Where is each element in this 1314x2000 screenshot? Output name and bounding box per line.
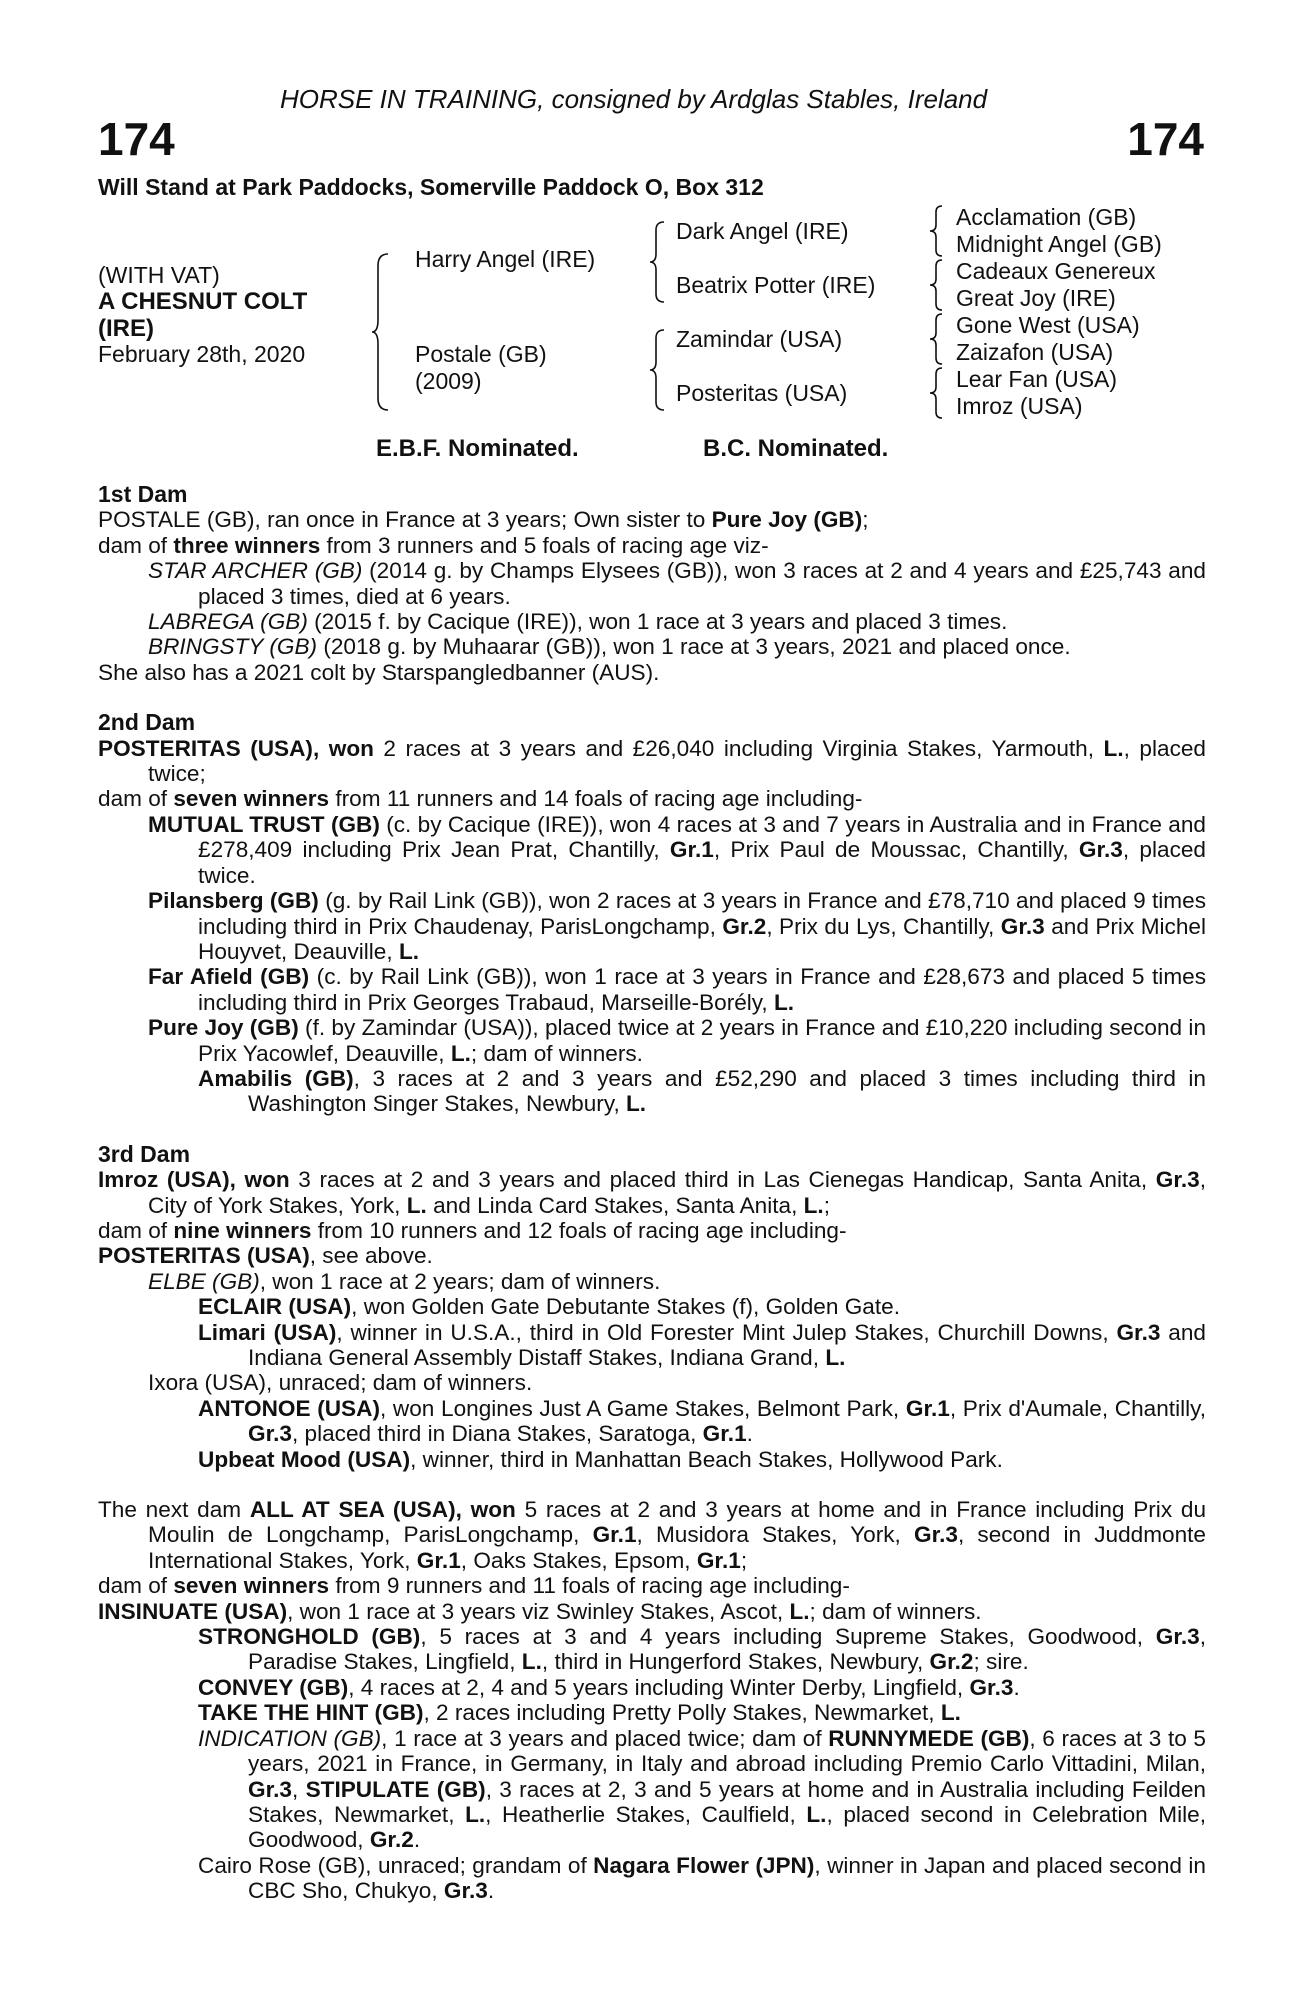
- foal-bringsty: BRINGSTY (GB) (2018 g. by Muhaarar (GB)), won 1 race at 3 years, 2021 and placed once.: [148, 634, 1071, 660]
- sire: Harry Angel (IRE): [415, 246, 596, 272]
- ggp-1: Acclamation (GB): [956, 204, 1137, 230]
- brace-ggp-3: [928, 312, 946, 366]
- entry-upbeat-mood: Upbeat Mood (USA), winner, third in Manhattan Beach Stakes, Hollywood Park.: [198, 1446, 1003, 1472]
- dam-dam: Posteritas (USA): [676, 380, 848, 406]
- entry-mutual-trust: MUTUAL TRUST (GB) (c. by Cacique (IRE)), won 4 races at 3 and 7 years in Australia and in France and £278,409 including Prix Jean Prat, Chantilly, Gr.1, Prix Paul de Moussac, Chantilly, Gr.3, placed twice.: [148, 811, 1206, 888]
- first-dam-intro: POSTALE (GB), ran once in France at 3 years; Own sister to Pure Joy (GB);: [98, 507, 869, 533]
- entry-antonoe: ANTONOE (USA), won Longines Just A Game Stakes, Belmont Park, Gr.1, Prix d'Aumale, Chantilly, Gr.3, placed third in Diana Stakes, Saratoga, Gr.1.: [198, 1395, 1207, 1447]
- ggp-5: Gone West (USA): [956, 312, 1140, 338]
- first-dam-winners: dam of three winners from 3 runners and 5 foals of racing age viz-: [98, 532, 769, 558]
- lot-number-left: 174: [98, 113, 175, 165]
- entry-eclair: ECLAIR (USA), won Golden Gate Debutante Stakes (f), Golden Gate.: [198, 1294, 900, 1320]
- subject-name-line1: A CHESNUT COLT: [98, 288, 308, 315]
- ggp-6: Zaizafon (USA): [956, 339, 1114, 365]
- sire-dam: Beatrix Potter (IRE): [676, 272, 876, 298]
- lot-number-right: 174: [1127, 113, 1204, 165]
- produce-record: [98, 482, 1206, 1904]
- entry-indication: INDICATION (GB), 1 race at 3 years and placed twice; dam of RUNNYMEDE (GB), 6 races at 3 to 5 years, 2021 in France, in Germany, in Italy and abroad including Premio Carlo Vittadini, Milan, Gr.3, STIPULATE (GB), 3 races at 2, 3 and 5 years at home and in Australia including Feilden Stakes, Newmarket, L., Heatherlie Stakes, Caulfield, L., placed second in Celebration Mile, Goodwood, Gr.2.: [198, 1725, 1207, 1853]
- subject-name-line2: (IRE): [98, 315, 154, 342]
- entry-elbe: ELBE (GB), won 1 race at 2 years; dam of winners.: [148, 1268, 661, 1294]
- dam-year: (2009): [415, 368, 482, 394]
- ggp-2: Midnight Angel (GB): [956, 231, 1162, 257]
- second-dam-heading: 2nd Dam: [98, 709, 196, 736]
- brace-dam-parents: [648, 328, 668, 412]
- entry-pilansberg: Pilansberg (GB) (g. by Rail Link (GB)), won 2 races at 3 years in France and £78,710 and placed 9 times including third in Prix Chaudenay, ParisLongchamp, Gr.2, Prix du Lys, Chantilly, Gr.3 and Prix Michel Houyvet, Deauville, L.: [148, 888, 1206, 964]
- entry-stronghold: STRONGHOLD (GB), 5 races at 3 and 4 years including Supreme Stakes, Goodwood, Gr.3, Paradise Stakes, Lingfield, L., third in Hungerford Stakes, Newbury, Gr.2; sire.: [198, 1624, 1206, 1675]
- brace-ggp-1: [928, 204, 946, 258]
- second-dam-winners: dam of seven winners from 11 runners and 14 foals of racing age including-: [98, 786, 863, 812]
- brace-ggp-2: [928, 258, 946, 312]
- third-dam-heading: 3rd Dam: [98, 1140, 191, 1167]
- entry-posteritas: POSTERITAS (USA), see above.: [98, 1243, 433, 1269]
- entry-amabilis: Amabilis (GB), 3 races at 2 and 3 years and £52,290 and placed 3 times including third in Washington Singer Stakes, Newbury, L.: [198, 1065, 1206, 1117]
- entry-far-afield: Far Afield (GB) (c. by Rail Link (GB)), won 1 race at 3 years in France and £28,673 and placed 5 times including third in Prix Georges Trabaud, Marseille-Borély, L.: [148, 964, 1207, 1015]
- entry-insinuate: INSINUATE (USA), won 1 race at 3 years viz Swinley Stakes, Ascot, L.; dam of winners.: [98, 1598, 982, 1624]
- sire-sire: Dark Angel (IRE): [676, 218, 849, 244]
- consignment-line: HORSE IN TRAINING, consigned by Ardglas Stables, Ireland: [280, 84, 988, 114]
- foaling-date: February 28th, 2020: [98, 341, 306, 367]
- ebf-nomination: E.B.F. Nominated.: [376, 435, 579, 462]
- entry-limari: Limari (USA), winner in U.S.A., third in Old Forester Mint Julep Stakes, Churchill Downs, Gr.3 and Indiana General Assembly Distaff Stakes, Indiana Grand, L.: [198, 1319, 1206, 1370]
- second-dam-intro: POSTERITAS (USA), won 2 races at 3 years and £26,040 including Virginia Stakes, Yarmouth, L., placed twice;: [98, 735, 1206, 787]
- third-dam-winners: dam of nine winners from 10 runners and 12 foals of racing age including-: [98, 1217, 847, 1243]
- ggp-3: Cadeaux Genereux: [956, 258, 1156, 284]
- entry-ixora: Ixora (USA), unraced; dam of winners.: [148, 1370, 533, 1396]
- foal-star-archer: STAR ARCHER (GB) (2014 g. by Champs Elysees (GB)), won 3 races at 2 and 4 years and £25,743 and placed 3 times, died at 6 years.: [148, 558, 1206, 609]
- dam: Postale (GB): [415, 341, 547, 367]
- third-dam-intro: Imroz (USA), won 3 races at 2 and 3 years and placed third in Las Cienegas Handicap, Santa Anita, Gr.3, City of York Stakes, York, L. and Linda Card Stakes, Santa Anita, L.;: [98, 1167, 1206, 1218]
- entry-cairo-rose: Cairo Rose (GB), unraced; grandam of Nagara Flower (JPN), winner in Japan and placed second in CBC Sho, Chukyo, Gr.3.: [198, 1852, 1206, 1904]
- first-dam-heading: 1st Dam: [98, 481, 188, 507]
- ggp-4: Great Joy (IRE): [956, 285, 1116, 311]
- ggp-7: Lear Fan (USA): [956, 366, 1118, 392]
- stand-info: Will Stand at Park Paddocks, Somerville Paddock O, Box 312: [98, 174, 764, 200]
- dam-sire: Zamindar (USA): [676, 326, 843, 352]
- entry-convey: CONVEY (GB), 4 races at 2, 4 and 5 years including Winter Derby, Lingfield, Gr.3.: [198, 1674, 1020, 1700]
- brace-generation1: [370, 252, 394, 412]
- next-dam-intro: The next dam ALL AT SEA (USA), won 5 races at 2 and 3 years at home and in France including Prix du Moulin de Longchamp, ParisLongchamp, Gr.1, Musidora Stakes, York, Gr.3, second in Juddmonte International Stakes, York, Gr.1, Oaks Stakes, Epsom, Gr.1;: [98, 1497, 1207, 1573]
- entry-take-the-hint: TAKE THE HINT (GB), 2 races including Pretty Polly Stakes, Newmarket, L.: [198, 1700, 961, 1726]
- ggp-8: Imroz (USA): [956, 393, 1083, 419]
- brace-ggp-4: [928, 366, 946, 420]
- vat-note: (WITH VAT): [98, 262, 220, 288]
- first-dam-colt-2021: She also has a 2021 colt by Starspangledbanner (AUS).: [98, 659, 660, 685]
- foal-labrega: LABREGA (GB) (2015 f. by Cacique (IRE)), won 1 race at 3 years and placed 3 times.: [148, 609, 1008, 635]
- next-dam-winners: dam of seven winners from 9 runners and 11 foals of racing age including-: [98, 1573, 850, 1599]
- bc-nomination: B.C. Nominated.: [703, 435, 889, 462]
- entry-pure-joy: Pure Joy (GB) (f. by Zamindar (USA)), placed twice at 2 years in France and £10,220 including second in Prix Yacowlef, Deauville, L.; dam of winners.: [148, 1015, 1207, 1066]
- brace-sire-parents: [648, 220, 668, 304]
